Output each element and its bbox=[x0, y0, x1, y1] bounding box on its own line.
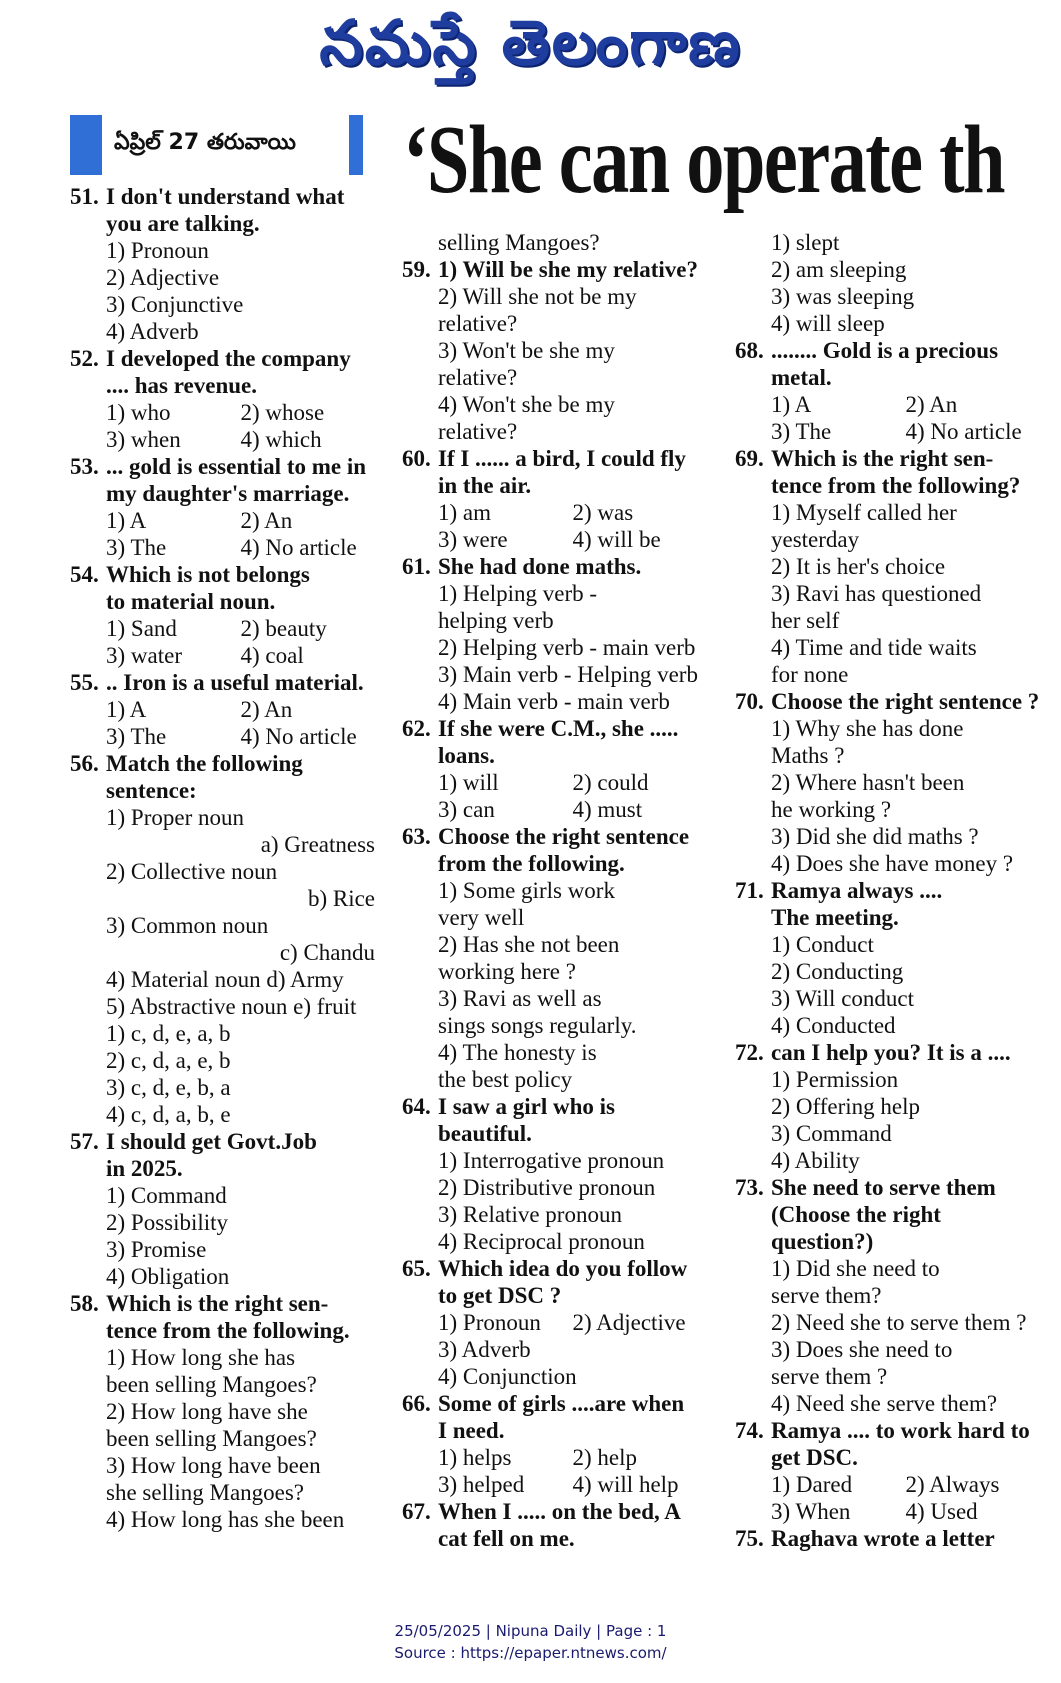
option: 4) Won't she be my bbox=[438, 392, 615, 417]
continued-line: 3) was sleeping bbox=[771, 284, 915, 309]
question-number: 56. bbox=[70, 751, 99, 776]
question-block bbox=[70, 183, 375, 345]
match-right: c) Chandu bbox=[279, 940, 375, 965]
option-row bbox=[771, 1498, 1040, 1525]
question-number: 53. bbox=[70, 454, 99, 479]
option: 4) Material noun d) Army bbox=[106, 967, 344, 992]
option-row bbox=[771, 391, 1040, 418]
option: 3) How long have been bbox=[106, 1453, 321, 1478]
option: 4) Reciprocal pronoun bbox=[438, 1229, 645, 1254]
option-list bbox=[735, 1066, 1040, 1174]
option: 3) when bbox=[106, 427, 181, 452]
question-number: 70. bbox=[735, 689, 764, 714]
option: 1) Why she has done bbox=[771, 716, 964, 741]
option: 3) can bbox=[438, 797, 495, 822]
match-left: 3) Common noun bbox=[106, 913, 269, 938]
option: 4) Conjunction bbox=[438, 1364, 577, 1389]
option: 1) Myself called her bbox=[771, 500, 957, 525]
option-list bbox=[70, 1344, 375, 1533]
option: 3) Promise bbox=[106, 1237, 207, 1262]
match-left: 1) Proper noun bbox=[106, 805, 244, 830]
option-row bbox=[106, 534, 375, 561]
option: 2) Will she not be my bbox=[438, 284, 637, 309]
question-block bbox=[70, 1290, 375, 1533]
question-text: 71. Ramya always .... The meeting. bbox=[735, 878, 943, 930]
option: helping verb bbox=[438, 608, 554, 633]
option-list bbox=[402, 877, 707, 1093]
question-number: 63. bbox=[402, 824, 431, 849]
question-text: 64. I saw a girl who is beautiful. bbox=[402, 1094, 615, 1146]
option: 4) will help bbox=[572, 1472, 679, 1497]
option: 2) It is her's choice bbox=[771, 554, 946, 579]
option: 2) Conducting bbox=[771, 959, 904, 984]
option: the best policy bbox=[438, 1067, 573, 1092]
option-list bbox=[735, 1471, 1040, 1525]
question-text: 51. I don't understand what you are talking. bbox=[70, 184, 345, 236]
question-block bbox=[402, 1093, 707, 1255]
question-text: 53. ... gold is essential to me in my daughter's marriage. bbox=[70, 454, 367, 506]
option-list bbox=[402, 580, 707, 715]
question-block bbox=[735, 229, 1040, 337]
match-left: 2) Collective noun bbox=[106, 859, 278, 884]
option: 2) beauty bbox=[240, 616, 327, 641]
option: 3) water bbox=[106, 643, 182, 668]
question-number: 73. bbox=[735, 1175, 764, 1200]
option: relative? bbox=[438, 419, 518, 444]
option: 4) Main verb - main verb bbox=[438, 689, 670, 714]
question-block bbox=[402, 1390, 707, 1498]
option: she selling Mangoes? bbox=[106, 1480, 305, 1505]
question-block bbox=[402, 1498, 707, 1552]
option: 1) Pronoun bbox=[106, 238, 209, 263]
question-block bbox=[402, 445, 707, 553]
option-row bbox=[106, 642, 375, 669]
question-text: 52. I developed the company .... has revenue. bbox=[70, 346, 351, 398]
masthead-logo: నమస్తే తెలంగాణ bbox=[319, 6, 742, 79]
question-block bbox=[735, 445, 1040, 688]
question-block bbox=[70, 453, 375, 561]
option-list bbox=[70, 615, 375, 669]
option: 4) c, d, a, b, e bbox=[106, 1102, 231, 1127]
option: 3) When bbox=[771, 1499, 851, 1524]
option-list bbox=[70, 804, 375, 1128]
question-text: 59. 1) Will be she my relative? bbox=[402, 257, 699, 282]
option-list bbox=[70, 507, 375, 561]
option: 4) Adverb bbox=[106, 319, 199, 344]
option: 2) Adjective bbox=[572, 1310, 686, 1335]
option: 4) Does she have money ? bbox=[771, 851, 1014, 876]
option: 1) Conduct bbox=[771, 932, 874, 957]
question-text: 54. Which is not belongs to material noun. bbox=[70, 562, 310, 614]
option: 1) Some girls work bbox=[438, 878, 615, 903]
option: 2) whose bbox=[240, 400, 325, 425]
option-list bbox=[70, 696, 375, 750]
option: 3) Does she need to bbox=[771, 1337, 953, 1362]
question-number: 64. bbox=[402, 1094, 431, 1119]
option: 1) Command bbox=[106, 1183, 227, 1208]
option: 4) which bbox=[240, 427, 322, 452]
option: 3) Will conduct bbox=[771, 986, 915, 1011]
option-list bbox=[402, 769, 707, 823]
option: 2) An bbox=[240, 508, 293, 533]
question-text: 67. When I ..... on the bed, A cat fell on me. bbox=[402, 1499, 681, 1551]
question-block bbox=[70, 750, 375, 1128]
option: 2) An bbox=[905, 392, 958, 417]
column-3 bbox=[735, 229, 1040, 1552]
option: 2) could bbox=[572, 770, 649, 795]
option-list bbox=[735, 931, 1040, 1039]
option: 1) helps bbox=[438, 1445, 512, 1470]
option: 2) Possibility bbox=[106, 1210, 229, 1235]
option: 3) The bbox=[771, 419, 832, 444]
option: 3) Ravi as well as bbox=[438, 986, 602, 1011]
footer-date-line: 25/05/2025 | Nipuna Daily | Page : 1 bbox=[394, 1622, 667, 1640]
option: 1) Pronoun bbox=[438, 1310, 541, 1335]
option: her self bbox=[771, 608, 840, 633]
option: 3) Ravi has questioned bbox=[771, 581, 982, 606]
option-row bbox=[106, 426, 375, 453]
option: 1) A bbox=[106, 697, 147, 722]
option: 3) Main verb - Helping verb bbox=[438, 662, 698, 687]
question-number: 59. bbox=[402, 257, 431, 282]
question-text: 73. She need to serve them (Choose the right question?) bbox=[735, 1175, 996, 1254]
option: 1) who bbox=[106, 400, 171, 425]
option: 1) Permission bbox=[771, 1067, 899, 1092]
option: 2) How long have she bbox=[106, 1399, 308, 1424]
question-number: 57. bbox=[70, 1129, 99, 1154]
option: 4) coal bbox=[240, 643, 304, 668]
continued-line: 2) am sleeping bbox=[771, 257, 907, 282]
question-number: 55. bbox=[70, 670, 99, 695]
continued-line: 1) slept bbox=[771, 230, 840, 255]
question-block bbox=[735, 688, 1040, 877]
option: 3) Command bbox=[771, 1121, 892, 1146]
option: 2) Has she not been bbox=[438, 932, 620, 957]
question-number: 65. bbox=[402, 1256, 431, 1281]
question-text: 66. Some of girls ....are when I need. bbox=[402, 1391, 685, 1443]
option: 2) help bbox=[572, 1445, 638, 1470]
option: 5) Abstractive noun e) fruit bbox=[106, 994, 357, 1019]
option-row bbox=[771, 1471, 1040, 1498]
option-list bbox=[402, 283, 707, 445]
question-text: 63. Choose the right sentence from the following. bbox=[402, 824, 690, 876]
question-number: 72. bbox=[735, 1040, 764, 1065]
option: 3) helped bbox=[438, 1472, 525, 1497]
option: 4) No article bbox=[240, 535, 357, 560]
question-block bbox=[735, 1174, 1040, 1417]
option: 3) c, d, e, b, a bbox=[106, 1075, 231, 1100]
option: Maths ? bbox=[771, 743, 845, 768]
option-row bbox=[438, 769, 707, 796]
page-footer bbox=[0, 1620, 1061, 1664]
option-row bbox=[106, 399, 375, 426]
option-row bbox=[438, 1471, 707, 1498]
option: relative? bbox=[438, 311, 518, 336]
option-list bbox=[735, 1255, 1040, 1417]
question-number: 52. bbox=[70, 346, 99, 371]
option: 2) Helping verb - main verb bbox=[438, 635, 696, 660]
option: 3) Did she did maths ? bbox=[771, 824, 979, 849]
option: 2) was bbox=[572, 500, 634, 525]
option: 4) Obligation bbox=[106, 1264, 230, 1289]
question-block bbox=[735, 877, 1040, 1039]
option-list bbox=[70, 1182, 375, 1290]
option: 4) How long has she been bbox=[106, 1507, 345, 1532]
headline: ‘She can operate th bbox=[403, 106, 1004, 214]
option: 2) c, d, a, e, b bbox=[106, 1048, 231, 1073]
option-list bbox=[402, 1309, 707, 1390]
option: 4) Ability bbox=[771, 1148, 860, 1173]
option: 1) will bbox=[438, 770, 499, 795]
footer-source-line: Source : https://epaper.ntnews.com/ bbox=[394, 1644, 667, 1662]
question-block bbox=[70, 669, 375, 750]
option-list bbox=[70, 399, 375, 453]
option: relative? bbox=[438, 365, 518, 390]
option: 2) Adjective bbox=[106, 265, 220, 290]
option: 4) Used bbox=[905, 1499, 978, 1524]
question-block bbox=[70, 1128, 375, 1290]
option: 4) No article bbox=[240, 724, 357, 749]
question-block bbox=[735, 1417, 1040, 1525]
option: he working ? bbox=[771, 797, 892, 822]
option: 4) will be bbox=[572, 527, 661, 552]
question-text: 55. .. Iron is a useful material. bbox=[70, 670, 364, 695]
option-list bbox=[735, 499, 1040, 688]
question-number: 66. bbox=[402, 1391, 431, 1416]
question-text: 57. I should get Govt.Job in 2025. bbox=[70, 1129, 317, 1181]
option-row bbox=[438, 526, 707, 553]
question-block bbox=[70, 561, 375, 669]
question-number: 54. bbox=[70, 562, 99, 587]
question-number: 51. bbox=[70, 184, 99, 209]
option: 2) Always bbox=[905, 1472, 1000, 1497]
option: been selling Mangoes? bbox=[106, 1426, 317, 1451]
question-number: 67. bbox=[402, 1499, 431, 1524]
option-list bbox=[402, 499, 707, 553]
option-row bbox=[106, 615, 375, 642]
question-block bbox=[402, 229, 707, 256]
column-1 bbox=[70, 183, 375, 1533]
option: 1) Interrogative pronoun bbox=[438, 1148, 665, 1173]
option: 4) No article bbox=[905, 419, 1022, 444]
option: 2) Need she to serve them ? bbox=[771, 1310, 1027, 1335]
option: 3) Conjunctive bbox=[106, 292, 244, 317]
option: 4) The honesty is bbox=[438, 1040, 597, 1065]
option-row bbox=[438, 499, 707, 526]
option-list bbox=[402, 1444, 707, 1498]
option: 3) The bbox=[106, 535, 167, 560]
question-number: 68. bbox=[735, 338, 764, 363]
question-number: 61. bbox=[402, 554, 431, 579]
option-row bbox=[106, 696, 375, 723]
option: 2) Offering help bbox=[771, 1094, 921, 1119]
question-block bbox=[402, 823, 707, 1093]
question-block bbox=[402, 553, 707, 715]
option: very well bbox=[438, 905, 525, 930]
option-list bbox=[735, 715, 1040, 877]
option: 1) Dared bbox=[771, 1472, 853, 1497]
question-text: 69. Which is the right sen- tence from the following? bbox=[735, 446, 1021, 498]
option-list bbox=[402, 1147, 707, 1255]
question-block bbox=[735, 337, 1040, 445]
column-2 bbox=[402, 229, 707, 1552]
option: sings songs regularly. bbox=[438, 1013, 637, 1038]
question-block bbox=[402, 1255, 707, 1390]
option-row bbox=[771, 418, 1040, 445]
option: 1) am bbox=[438, 500, 492, 525]
option: 2) Where hasn't been bbox=[771, 770, 965, 795]
match-right: a) Greatness bbox=[260, 832, 375, 857]
question-block bbox=[735, 1525, 1040, 1552]
question-text: 68. ........ Gold is a precious metal. bbox=[735, 338, 999, 390]
question-number: 62. bbox=[402, 716, 431, 741]
continued-line: 4) will sleep bbox=[771, 311, 885, 336]
question-text: 61. She had done maths. bbox=[402, 554, 642, 579]
option: 1) How long she has bbox=[106, 1345, 296, 1370]
question-text: 72. can I help you? It is a .... bbox=[735, 1040, 1011, 1065]
option: working here ? bbox=[438, 959, 576, 984]
option: 1) A bbox=[771, 392, 812, 417]
option: 4) must bbox=[572, 797, 643, 822]
option: yesterday bbox=[771, 527, 860, 552]
option: for none bbox=[771, 662, 849, 687]
option: serve them? bbox=[771, 1283, 882, 1308]
option-list bbox=[70, 237, 375, 345]
option: 3) The bbox=[106, 724, 167, 749]
question-block bbox=[402, 715, 707, 823]
option-row bbox=[438, 796, 707, 823]
question-number: 60. bbox=[402, 446, 431, 471]
question-text: 60. If I ...... a bird, I could fly in the air. bbox=[402, 446, 686, 498]
question-text: 58. Which is the right sen- tence from the following. bbox=[70, 1291, 350, 1343]
option: 1) Helping verb - bbox=[438, 581, 598, 606]
question-text: 56. Match the following sentence: bbox=[70, 751, 303, 803]
question-text: 74. Ramya .... to work hard to get DSC. bbox=[735, 1418, 1030, 1470]
question-number: 74. bbox=[735, 1418, 764, 1443]
option: 1) Sand bbox=[106, 616, 177, 641]
option-row bbox=[106, 723, 375, 750]
option: 2) Distributive pronoun bbox=[438, 1175, 656, 1200]
question-block bbox=[402, 256, 707, 445]
continued-line: selling Mangoes? bbox=[438, 230, 600, 255]
option-row bbox=[438, 1444, 707, 1471]
section-tag: ఏప్రిల్ 27 తరువాయి bbox=[70, 115, 363, 175]
option: 1) Did she need to bbox=[771, 1256, 940, 1281]
question-text: 65. Which idea do you follow to get DSC ? bbox=[402, 1256, 688, 1308]
question-number: 69. bbox=[735, 446, 764, 471]
question-text: 70. Choose the right sentence ? bbox=[735, 689, 1040, 714]
option-list bbox=[735, 391, 1040, 445]
question-block bbox=[735, 1039, 1040, 1174]
option: 1) A bbox=[106, 508, 147, 533]
question-text: 62. If she were C.M., she ..... loans. bbox=[402, 716, 679, 768]
option: 3) Adverb bbox=[438, 1337, 531, 1362]
match-right: b) Rice bbox=[307, 886, 375, 911]
option: 2) An bbox=[240, 697, 293, 722]
option-row bbox=[106, 507, 375, 534]
option: 4) Need she serve them? bbox=[771, 1391, 998, 1416]
option: 4) Conducted bbox=[771, 1013, 896, 1038]
option: 3) Won't be she my bbox=[438, 338, 615, 363]
option: 3) were bbox=[438, 527, 508, 552]
option: 1) c, d, e, a, b bbox=[106, 1021, 231, 1046]
option: serve them ? bbox=[771, 1364, 888, 1389]
option: been selling Mangoes? bbox=[106, 1372, 317, 1397]
question-number: 58. bbox=[70, 1291, 99, 1316]
question-number: 75. bbox=[735, 1526, 764, 1551]
option: 3) Relative pronoun bbox=[438, 1202, 622, 1227]
option: 4) Time and tide waits bbox=[771, 635, 977, 660]
question-text: 75. Raghava wrote a letter bbox=[735, 1526, 995, 1551]
question-number: 71. bbox=[735, 878, 764, 903]
question-block bbox=[70, 345, 375, 453]
option-row bbox=[438, 1309, 707, 1336]
